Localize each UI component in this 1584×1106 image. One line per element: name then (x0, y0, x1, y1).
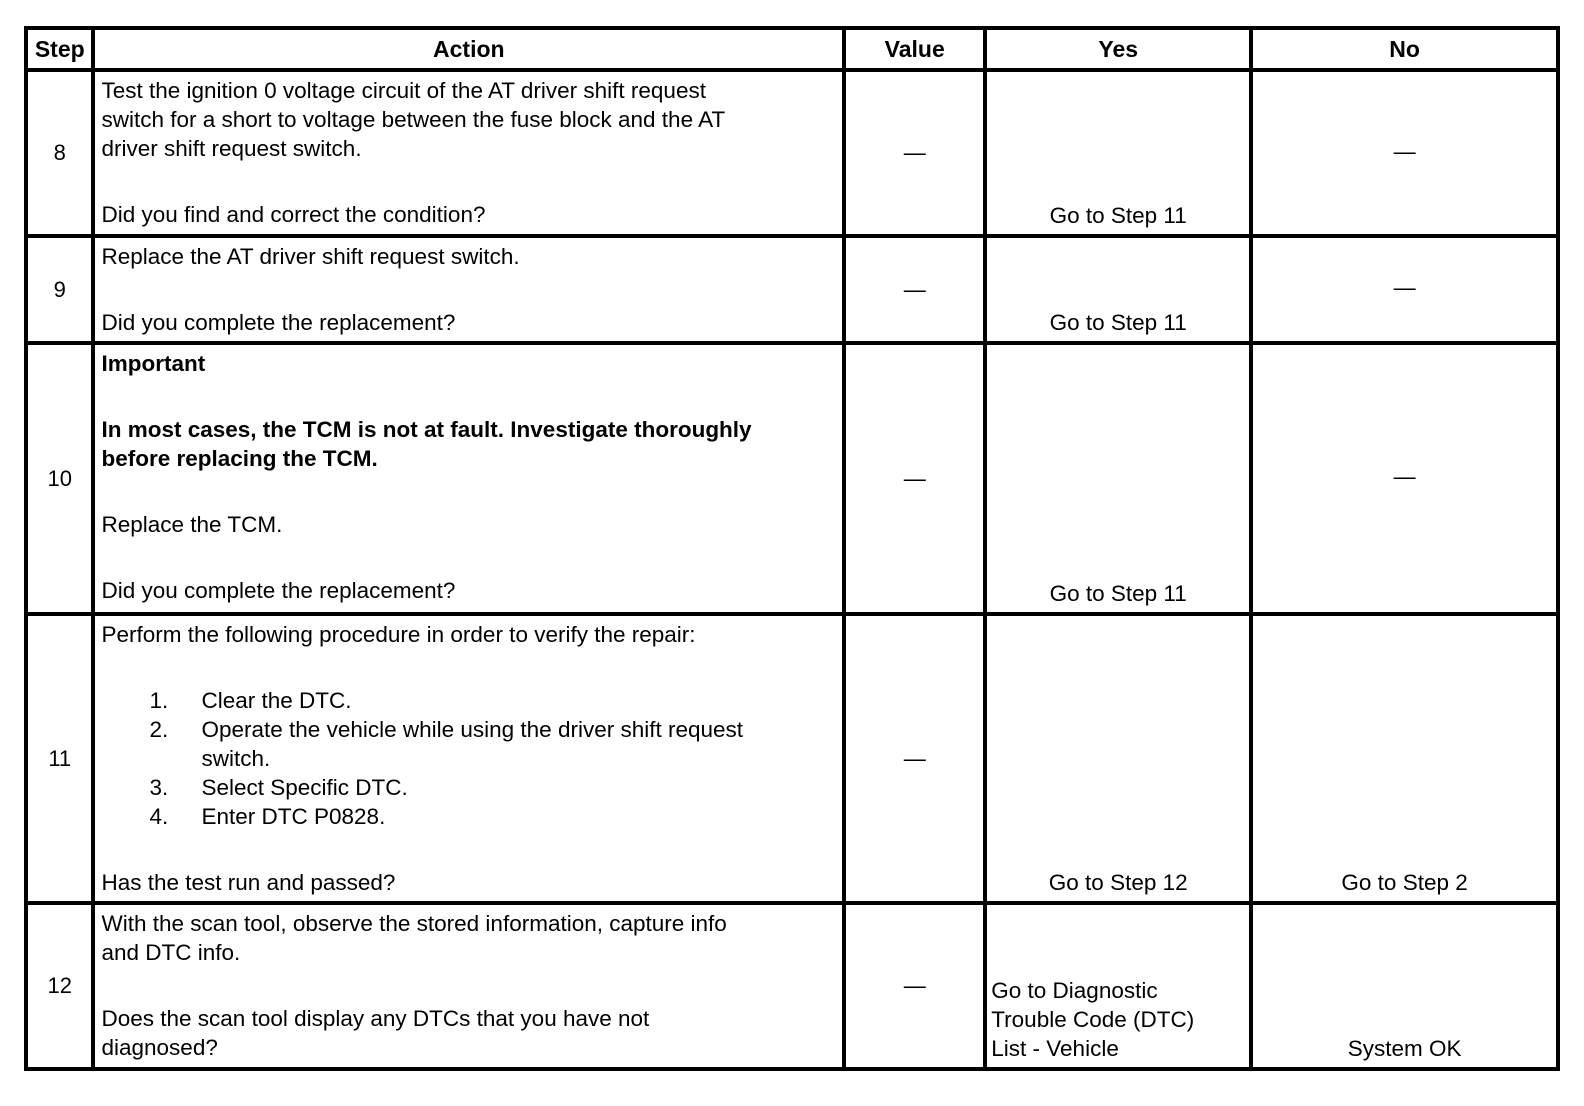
list-number: 4. (149, 804, 169, 829)
value-dash: — (903, 140, 926, 165)
action-question: diagnosed? (101, 1035, 218, 1060)
yes-cell (985, 614, 1251, 903)
value-dash: — (903, 745, 926, 771)
action-cell (93, 903, 844, 1069)
header-no: No (1251, 28, 1558, 70)
list-text: switch. (201, 746, 271, 771)
yes-line: Go to Diagnostic (991, 978, 1158, 1003)
list-number: 1. (149, 688, 169, 713)
value-cell (844, 70, 985, 236)
yes-line: List - Vehicle (991, 1036, 1119, 1061)
yes-cell (985, 903, 1251, 1069)
list-number: 3. (149, 775, 169, 800)
yes-goto: Go to Step 11 (1049, 310, 1187, 335)
list-item (149, 802, 836, 831)
no-cell (1251, 236, 1558, 343)
action-cell (93, 343, 844, 614)
no-cell (1251, 70, 1558, 236)
step-number: 10 (26, 343, 93, 614)
action-line: Replace the AT driver shift request switch. (101, 244, 520, 269)
no-goto: Go to Step 2 (1341, 870, 1468, 895)
action-line: With the scan tool, observe the stored information, capture info (101, 911, 727, 936)
action-line: switch for a short to voltage between the fuse block and the AT (101, 107, 726, 132)
header-row (26, 28, 1558, 70)
no-dash: — (1393, 464, 1416, 489)
action-question: Did you find and correct the condition? (101, 202, 486, 227)
no-dash: — (1393, 275, 1416, 300)
no-cell (1251, 903, 1558, 1069)
procedure-list (101, 686, 836, 831)
yes-cell (985, 236, 1251, 343)
action-line: and DTC info. (101, 940, 241, 965)
yes-goto: Go to Step 11 (1049, 581, 1187, 606)
list-text: Operate the vehicle while using the driver shift request (201, 717, 744, 742)
table-row-step-10 (26, 343, 1558, 614)
step-number: 11 (26, 614, 93, 903)
list-item (149, 715, 836, 773)
value-cell (844, 343, 985, 614)
table-row-step-12 (26, 903, 1558, 1069)
table-row-step-8 (26, 70, 1558, 236)
action-cell (93, 70, 844, 236)
value-cell (844, 614, 985, 903)
header-action: Action (93, 28, 844, 70)
header-value: Value (844, 28, 985, 70)
no-dash: — (1393, 138, 1416, 164)
action-cell (93, 614, 844, 903)
yes-cell (985, 70, 1251, 236)
action-line: Replace the TCM. (101, 512, 283, 537)
list-item (149, 773, 836, 802)
yes-goto: Go to Step 12 (1048, 870, 1188, 895)
table-row-step-11 (26, 614, 1558, 903)
yes-line: Trouble Code (DTC) (991, 1007, 1195, 1032)
action-question: Did you complete the replacement? (101, 310, 456, 335)
no-cell (1251, 343, 1558, 614)
list-text: Select Specific DTC. (201, 775, 408, 800)
value-cell (844, 903, 985, 1069)
value-dash: — (903, 973, 926, 998)
yes-goto: Go to Step 11 (1049, 203, 1187, 228)
action-question: Has the test run and passed? (101, 870, 396, 895)
value-cell (844, 236, 985, 343)
action-question: Does the scan tool display any DTCs that you have not (101, 1006, 650, 1031)
table-row-step-9 (26, 236, 1558, 343)
value-dash: — (903, 276, 926, 302)
important-line: In most cases, the TCM is not at fault. Investigate thoroughly (101, 417, 752, 442)
value-dash: — (903, 465, 926, 491)
no-cell (1251, 614, 1558, 903)
list-number: 2. (149, 717, 169, 742)
diagnostic-table (24, 26, 1560, 1071)
action-line: Perform the following procedure in order to verify the repair: (101, 622, 696, 647)
step-number: 12 (26, 903, 93, 1069)
step-number: 8 (26, 70, 93, 236)
list-item (149, 686, 836, 715)
action-cell (93, 236, 844, 343)
header-step: Step (26, 28, 93, 70)
list-text: Enter DTC P0828. (201, 804, 386, 829)
important-line: before replacing the TCM. (101, 446, 378, 471)
yes-cell (985, 343, 1251, 614)
action-line: Test the ignition 0 voltage circuit of the AT driver shift request (101, 78, 706, 103)
step-number: 9 (26, 236, 93, 343)
action-line: driver shift request switch. (101, 136, 362, 161)
no-result: System OK (1347, 1036, 1462, 1061)
important-title: Important (101, 351, 206, 376)
action-question: Did you complete the replacement? (101, 578, 456, 603)
header-yes: Yes (985, 28, 1251, 70)
list-text: Clear the DTC. (201, 688, 352, 713)
